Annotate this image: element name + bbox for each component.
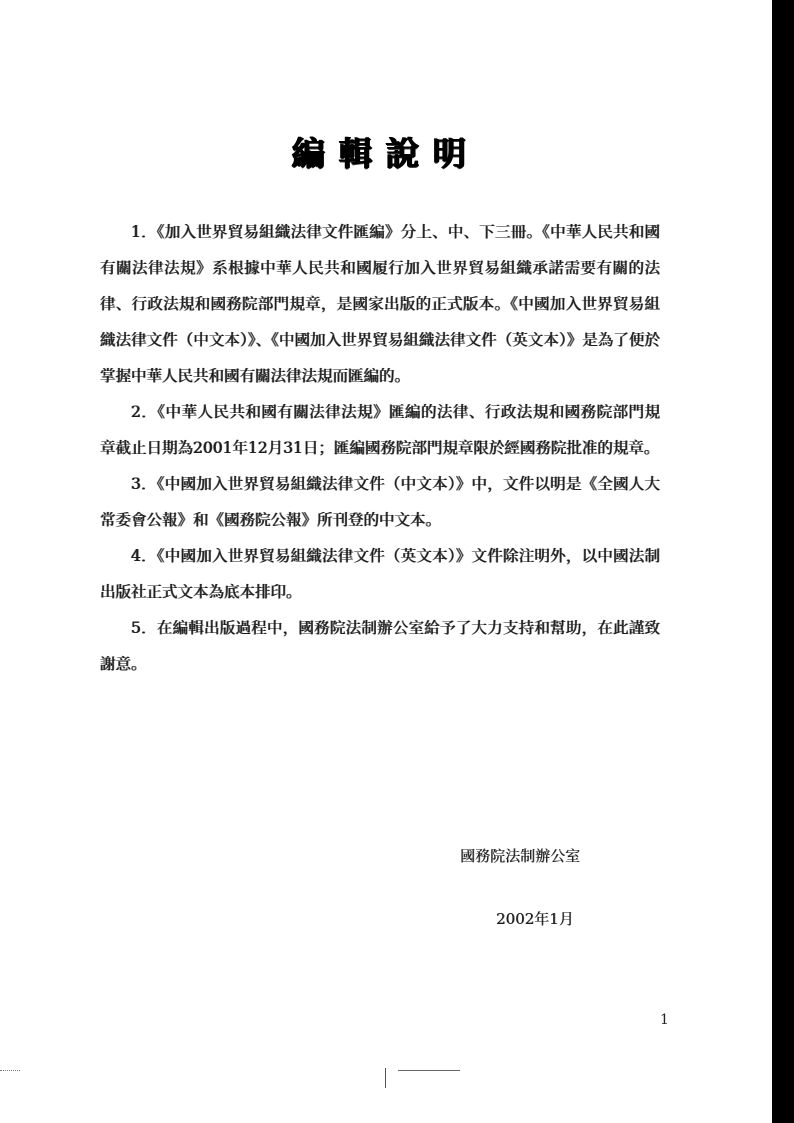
scan-edge-border <box>772 0 794 1123</box>
scan-artifact-line <box>398 1070 460 1071</box>
signature-organization: 國務院法制辦公室 <box>460 847 581 865</box>
scan-artifact-dots <box>0 1070 20 1071</box>
page-title: 編輯說明 <box>292 134 480 173</box>
paragraph-3: 3．《中國加入世界貿易組織法律文件（中文本）》中，文件以明是《全國人大常委會公報》和《國務院公報》所刊登的中文本。 <box>100 475 660 529</box>
paragraph-2: 2．《中華人民共和國有關法律法規》匯編的法律、行政法規和國務院部門規章截止日期為2001年12月31日；匯編國務院部門規章限於經國務院批准的規章。 <box>100 403 660 457</box>
paragraph-1: 1．《加入世界貿易組織法律文件匯編》分上、中、下三冊。《中華人民共和國有關法律法規》系根據中華人民共和國履行加入世界貿易組織承諾需要有關的法律、行政法規和國務院部門規章，是國家出版的正式版本。《中國加入世界貿易組織法律文件（中文本）》、《中國加入世界貿易組織法律文件（英文本）》是為了便於掌握中華人民共和國有關法律法規而匯編的。 <box>100 223 660 385</box>
scan-artifact-tick <box>385 1068 386 1088</box>
signature-date: 2002年1月 <box>496 910 574 928</box>
paragraph-4: 4．《中國加入世界貿易組織法律文件（英文本）》文件除注明外，以中國法制出版社正式文本為底本排印。 <box>100 547 660 601</box>
paragraph-5: 5．在編輯出版過程中，國務院法制辦公室給予了大力支持和幫助，在此謹致謝意。 <box>100 619 660 673</box>
page-number: 1 <box>660 1012 669 1028</box>
body-text <box>100 214 660 682</box>
